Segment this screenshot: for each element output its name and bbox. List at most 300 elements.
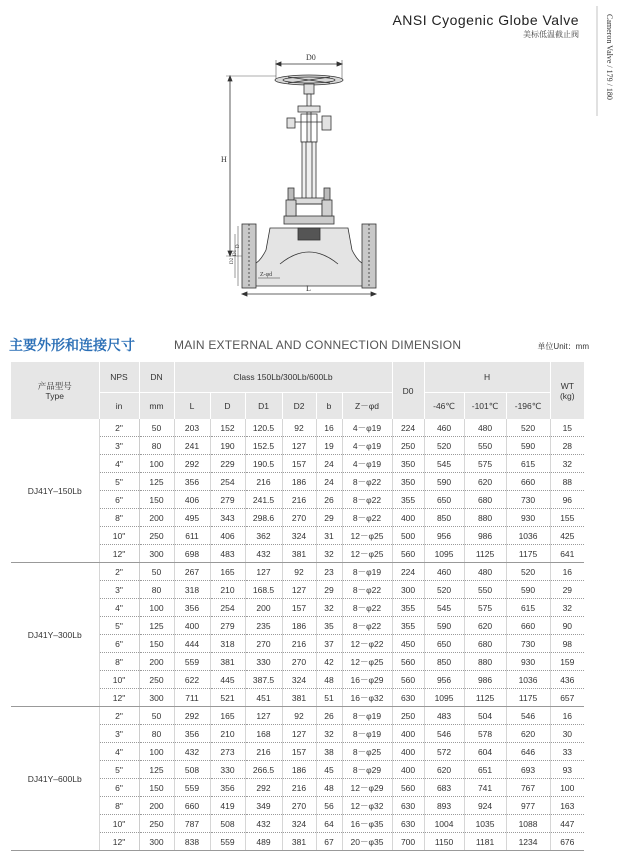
- table-cell: 29: [316, 509, 342, 527]
- table-cell: 12": [99, 689, 139, 707]
- table-cell: 350: [392, 455, 424, 473]
- table-body: [11, 419, 584, 851]
- table-cell: 324: [282, 527, 316, 545]
- table-cell: 615: [506, 455, 550, 473]
- table-cell: 5": [99, 761, 139, 779]
- table-cell: 80: [139, 581, 174, 599]
- table-cell: 330: [245, 653, 282, 671]
- table-cell: 12－φ25: [342, 653, 392, 671]
- table-cell: 165: [210, 563, 245, 581]
- table-cell: 29: [316, 581, 342, 599]
- table-cell: 590: [424, 617, 464, 635]
- table-cell: 1175: [506, 545, 550, 563]
- table-cell: 324: [282, 815, 316, 833]
- table-cell: 641: [550, 545, 584, 563]
- table-cell: 460: [424, 563, 464, 581]
- table-cell: 163: [550, 797, 584, 815]
- table-cell: 657: [550, 689, 584, 707]
- col-d2-header: D2: [282, 393, 316, 420]
- side-text: Cameron Valve / 179 / 180: [605, 14, 614, 100]
- col-h-46-header: -46℃: [424, 393, 464, 420]
- table-cell: 508: [210, 815, 245, 833]
- table-cell: 241: [174, 437, 210, 455]
- table-cell: 270: [282, 797, 316, 815]
- table-cell: 924: [464, 797, 506, 815]
- table-cell: 550: [464, 581, 506, 599]
- table-cell: 604: [464, 743, 506, 761]
- col-dn-header: DN: [139, 362, 174, 393]
- table-cell: 559: [174, 779, 210, 797]
- col-h-101-header: -101℃: [464, 393, 506, 420]
- valve-drawing: [218, 50, 388, 298]
- table-cell: 1004: [424, 815, 464, 833]
- table-cell: 3": [99, 581, 139, 599]
- table-cell: 977: [506, 797, 550, 815]
- table-cell: 680: [464, 635, 506, 653]
- table-cell: 893: [424, 797, 464, 815]
- table-cell: 356: [174, 725, 210, 743]
- table-cell: 2": [99, 563, 139, 581]
- table-cell: 216: [245, 743, 282, 761]
- table-cell: 986: [464, 671, 506, 689]
- table-cell: 159: [550, 653, 584, 671]
- table-cell: 8－φ22: [342, 491, 392, 509]
- table-cell: 838: [174, 833, 210, 851]
- table-cell: 880: [464, 653, 506, 671]
- table-cell: 216: [282, 779, 316, 797]
- table-cell: 127: [282, 581, 316, 599]
- table-cell: 880: [464, 509, 506, 527]
- table-cell: 168: [245, 725, 282, 743]
- table-cell: 5": [99, 473, 139, 491]
- table-cell: 850: [424, 509, 464, 527]
- table-cell: 630: [392, 797, 424, 815]
- table-cell: 186: [282, 617, 316, 635]
- table-cell: 620: [464, 473, 506, 491]
- table-cell: 92: [282, 563, 316, 581]
- table-cell: 90: [550, 617, 584, 635]
- table-cell: 300: [139, 689, 174, 707]
- table-cell: 32: [316, 599, 342, 617]
- table-cell: 32: [316, 545, 342, 563]
- table-cell: 6": [99, 779, 139, 797]
- table-cell: 16－φ29: [342, 671, 392, 689]
- table-cell: 12－φ25: [342, 545, 392, 563]
- table-cell: 700: [392, 833, 424, 851]
- table-cell: 229: [210, 455, 245, 473]
- table-cell: 622: [174, 671, 210, 689]
- table-cell: 559: [174, 653, 210, 671]
- table-cell: 28: [550, 437, 584, 455]
- table-cell: 650: [424, 491, 464, 509]
- table-cell: 279: [210, 491, 245, 509]
- table-cell: 216: [282, 491, 316, 509]
- table-cell: 165: [210, 707, 245, 725]
- dim-d-label: D: [236, 244, 241, 248]
- table-cell: 1095: [424, 689, 464, 707]
- table-cell: 125: [139, 473, 174, 491]
- table-cell: 730: [506, 491, 550, 509]
- table-header: [11, 362, 584, 420]
- table-cell: 270: [282, 509, 316, 527]
- table-cell: 355: [392, 617, 424, 635]
- table-cell: 450: [392, 635, 424, 653]
- table-cell: 445: [210, 671, 245, 689]
- table-cell: 8－φ22: [342, 509, 392, 527]
- table-cell: 8－φ19: [342, 563, 392, 581]
- table-cell: 29: [550, 581, 584, 599]
- table-cell: 741: [464, 779, 506, 797]
- table-cell: 56: [316, 797, 342, 815]
- table-cell: 100: [550, 779, 584, 797]
- table-cell: 521: [210, 689, 245, 707]
- table-cell: 92: [282, 419, 316, 437]
- table-cell: 250: [139, 671, 174, 689]
- table-cell: 432: [174, 743, 210, 761]
- table-cell: 1095: [424, 545, 464, 563]
- table-cell: 210: [210, 581, 245, 599]
- table-cell: 51: [316, 689, 342, 707]
- table-cell: 92: [282, 707, 316, 725]
- table-cell: 560: [392, 671, 424, 689]
- table-cell: 270: [282, 653, 316, 671]
- table-cell: 419: [210, 797, 245, 815]
- table-cell: 50: [139, 707, 174, 725]
- table-cell: 460: [424, 419, 464, 437]
- table-cell: 400: [392, 743, 424, 761]
- table-cell: 615: [506, 599, 550, 617]
- table-cell: 125: [139, 761, 174, 779]
- table-cell: 96: [550, 491, 584, 509]
- col-type-en: Type: [45, 390, 64, 401]
- section-title-cn: 主要外形和连接尺寸: [9, 337, 135, 353]
- table-cell: 235: [245, 617, 282, 635]
- table-cell: 425: [550, 527, 584, 545]
- table-cell: 4－φ19: [342, 437, 392, 455]
- table-cell: 660: [174, 797, 210, 815]
- table-cell: 42: [316, 653, 342, 671]
- table-cell: 660: [506, 473, 550, 491]
- table-cell: 292: [245, 779, 282, 797]
- table-cell: 200: [139, 653, 174, 671]
- dim-h-label: H: [221, 155, 227, 164]
- table-cell: 186: [282, 761, 316, 779]
- table-cell: 711: [174, 689, 210, 707]
- table-cell: 64: [316, 815, 342, 833]
- table-cell: 127: [245, 563, 282, 581]
- table-cell: 545: [424, 455, 464, 473]
- table-cell: 560: [392, 545, 424, 563]
- table-cell: 432: [245, 815, 282, 833]
- col-h-196-header: -196℃: [506, 393, 550, 420]
- table-cell: 1175: [506, 689, 550, 707]
- table-cell: 559: [210, 833, 245, 851]
- table-cell: 4": [99, 599, 139, 617]
- table-cell: 24: [316, 455, 342, 473]
- col-d0-header: D0: [392, 362, 424, 420]
- table-cell: 483: [210, 545, 245, 563]
- dim-l-label: L: [306, 284, 311, 293]
- table-cell: 767: [506, 779, 550, 797]
- table-cell: 292: [174, 455, 210, 473]
- table-cell: 680: [464, 491, 506, 509]
- table-cell: 88: [550, 473, 584, 491]
- table-cell: 8－φ25: [342, 743, 392, 761]
- table-row: [11, 563, 584, 581]
- table-cell: 152: [210, 419, 245, 437]
- table-cell: 12": [99, 833, 139, 851]
- table-cell: 157: [282, 743, 316, 761]
- table-cell: 324: [282, 671, 316, 689]
- col-nps-header: NPS: [99, 362, 139, 393]
- table-cell: 80: [139, 725, 174, 743]
- col-in-header: in: [99, 393, 139, 420]
- table-cell: 650: [424, 635, 464, 653]
- table-cell: 356: [174, 599, 210, 617]
- table-cell: 590: [506, 437, 550, 455]
- table-cell: 190: [210, 437, 245, 455]
- table-cell: 203: [174, 419, 210, 437]
- table-cell: 30: [550, 725, 584, 743]
- dim-d1-label: D1: [233, 249, 238, 256]
- table-cell: 224: [392, 563, 424, 581]
- col-class-header: Class 150Lb/300Lb/600Lb: [174, 362, 392, 393]
- table-cell: 200: [139, 797, 174, 815]
- table-cell: 930: [506, 653, 550, 671]
- table-cell: 355: [392, 491, 424, 509]
- table-cell: 300: [392, 581, 424, 599]
- table-cell: 5": [99, 617, 139, 635]
- table-cell: 8－φ19: [342, 707, 392, 725]
- table-cell: 12－φ32: [342, 797, 392, 815]
- table-cell: 32: [550, 599, 584, 617]
- table-cell: 630: [392, 815, 424, 833]
- table-cell: 520: [506, 419, 550, 437]
- table-cell: 8": [99, 509, 139, 527]
- table-cell: 31: [316, 527, 342, 545]
- table-cell: 1088: [506, 815, 550, 833]
- unit-label: 单位Unit：mm: [537, 342, 589, 351]
- table-cell: 157: [282, 599, 316, 617]
- table-cell: 250: [392, 437, 424, 455]
- col-mm-header: mm: [139, 393, 174, 420]
- table-cell: 550: [464, 437, 506, 455]
- table-cell: 93: [550, 761, 584, 779]
- table-row: [11, 707, 584, 725]
- table-cell: 33: [550, 743, 584, 761]
- dim-d2-label: D2: [230, 257, 235, 264]
- col-h-header: H: [424, 362, 550, 393]
- table-cell: 651: [464, 761, 506, 779]
- table-cell: 16－φ32: [342, 689, 392, 707]
- table-cell: 406: [210, 527, 245, 545]
- table-cell: 120.5: [245, 419, 282, 437]
- table-cell: 660: [506, 617, 550, 635]
- table-cell: 683: [424, 779, 464, 797]
- table-cell: 4": [99, 743, 139, 761]
- table-cell: 349: [245, 797, 282, 815]
- table-cell: 155: [550, 509, 584, 527]
- table-cell: 48: [316, 671, 342, 689]
- table-cell: 150: [139, 779, 174, 797]
- table-cell: 546: [424, 725, 464, 743]
- table-cell: 50: [139, 563, 174, 581]
- table-cell: 32: [550, 455, 584, 473]
- table-cell: 356: [174, 473, 210, 491]
- table-cell: 200: [245, 599, 282, 617]
- table-cell: 8－φ22: [342, 581, 392, 599]
- table-cell: 267: [174, 563, 210, 581]
- table-cell: 508: [174, 761, 210, 779]
- table-cell: 4－φ19: [342, 419, 392, 437]
- table-cell: 24: [316, 473, 342, 491]
- table-cell: 12": [99, 545, 139, 563]
- table-cell: 3": [99, 437, 139, 455]
- dim-zd-label: Z-φd: [260, 272, 273, 278]
- table-cell: 6": [99, 491, 139, 509]
- table-cell: 787: [174, 815, 210, 833]
- table-cell: 381: [282, 545, 316, 563]
- table-cell: 400: [392, 725, 424, 743]
- table-cell: 850: [424, 653, 464, 671]
- table-cell: 630: [392, 689, 424, 707]
- catalog-title: ANSI Cyogenic Globe Valve: [392, 12, 579, 28]
- table-cell: 590: [506, 581, 550, 599]
- table-cell: 355: [392, 599, 424, 617]
- table-cell: 12－φ25: [342, 527, 392, 545]
- table-cell: 646: [506, 743, 550, 761]
- table-cell: 930: [506, 509, 550, 527]
- table-cell: 300: [139, 833, 174, 851]
- table-cell: 8－φ22: [342, 617, 392, 635]
- table-cell: 1181: [464, 833, 506, 851]
- table-cell: 356: [210, 779, 245, 797]
- table-cell: 575: [464, 455, 506, 473]
- table-cell: 210: [210, 725, 245, 743]
- table-cell: 186: [282, 473, 316, 491]
- table-cell: 343: [210, 509, 245, 527]
- table-cell: 1035: [464, 815, 506, 833]
- table-cell: 152.5: [245, 437, 282, 455]
- table-row: [11, 419, 584, 437]
- table-cell: 620: [424, 761, 464, 779]
- col-d1-header: D1: [245, 393, 282, 420]
- table-cell: 504: [464, 707, 506, 725]
- table-cell: 8－φ22: [342, 599, 392, 617]
- table-cell: 350: [392, 473, 424, 491]
- table-cell: 127: [282, 725, 316, 743]
- table-cell: 20－φ35: [342, 833, 392, 851]
- table-cell: 4": [99, 455, 139, 473]
- table-cell: 362: [245, 527, 282, 545]
- table-cell: 32: [316, 725, 342, 743]
- table-cell: 560: [392, 779, 424, 797]
- table-cell: 254: [210, 473, 245, 491]
- globe-valve-diagram: [218, 50, 388, 298]
- table-cell: 100: [139, 599, 174, 617]
- table-cell: 38: [316, 743, 342, 761]
- table-cell: 406: [174, 491, 210, 509]
- table-cell: 8－φ19: [342, 725, 392, 743]
- table-cell: 45: [316, 761, 342, 779]
- dim-d0-label: D0: [306, 53, 316, 62]
- table-cell: 2": [99, 419, 139, 437]
- col-zd-header: Z－φd: [342, 393, 392, 420]
- table-cell: 8": [99, 653, 139, 671]
- table-cell: 400: [392, 509, 424, 527]
- table-cell: 693: [506, 761, 550, 779]
- table-cell: 8－φ29: [342, 761, 392, 779]
- table-cell: 100: [139, 743, 174, 761]
- table-cell: 698: [174, 545, 210, 563]
- table-cell: 127: [282, 437, 316, 455]
- table-cell: 270: [245, 635, 282, 653]
- table-cell: 298.6: [245, 509, 282, 527]
- table-cell: 292: [174, 707, 210, 725]
- table-cell: 224: [392, 419, 424, 437]
- table-cell: 37: [316, 635, 342, 653]
- table-cell: 1150: [424, 833, 464, 851]
- table-cell: 330: [210, 761, 245, 779]
- table-cell: 300: [139, 545, 174, 563]
- table-cell: 3": [99, 725, 139, 743]
- table-cell: 1234: [506, 833, 550, 851]
- table-cell: 546: [506, 707, 550, 725]
- table-cell: 216: [282, 635, 316, 653]
- table-cell: 956: [424, 671, 464, 689]
- table-cell: 8": [99, 797, 139, 815]
- table-cell: 35: [316, 617, 342, 635]
- section-title-en: MAIN EXTERNAL AND CONNECTION DIMENSION: [174, 338, 462, 352]
- col-d-header: D: [210, 393, 245, 420]
- type-cell: DJ41Y–600Lb: [11, 707, 99, 851]
- col-b-header: b: [316, 393, 342, 420]
- table-cell: 318: [210, 635, 245, 653]
- table-cell: 447: [550, 815, 584, 833]
- table-cell: 590: [424, 473, 464, 491]
- table-cell: 250: [392, 707, 424, 725]
- table-cell: 381: [210, 653, 245, 671]
- table-cell: 451: [245, 689, 282, 707]
- table-cell: 1125: [464, 689, 506, 707]
- table-cell: 620: [506, 725, 550, 743]
- table-cell: 216: [245, 473, 282, 491]
- table-cell: 50: [139, 419, 174, 437]
- table-cell: 1036: [506, 671, 550, 689]
- table-cell: 676: [550, 833, 584, 851]
- table-cell: 127: [245, 707, 282, 725]
- col-wt-unit: (kg): [559, 390, 575, 401]
- table-cell: 23: [316, 563, 342, 581]
- table-cell: 12－φ29: [342, 779, 392, 797]
- table-cell: 26: [316, 491, 342, 509]
- table-cell: 150: [139, 635, 174, 653]
- table-cell: 730: [506, 635, 550, 653]
- table-cell: 318: [174, 581, 210, 599]
- table-cell: 16: [550, 707, 584, 725]
- col-wt-header: [550, 362, 584, 420]
- table-cell: 578: [464, 725, 506, 743]
- table-cell: 67: [316, 833, 342, 851]
- table-cell: 520: [424, 581, 464, 599]
- side-page-label: [591, 6, 621, 116]
- table-cell: 986: [464, 527, 506, 545]
- table-cell: 500: [392, 527, 424, 545]
- catalog-subtitle: 美标低温截止阀: [523, 30, 579, 39]
- table-cell: 575: [464, 599, 506, 617]
- table-cell: 6": [99, 635, 139, 653]
- table-cell: 80: [139, 437, 174, 455]
